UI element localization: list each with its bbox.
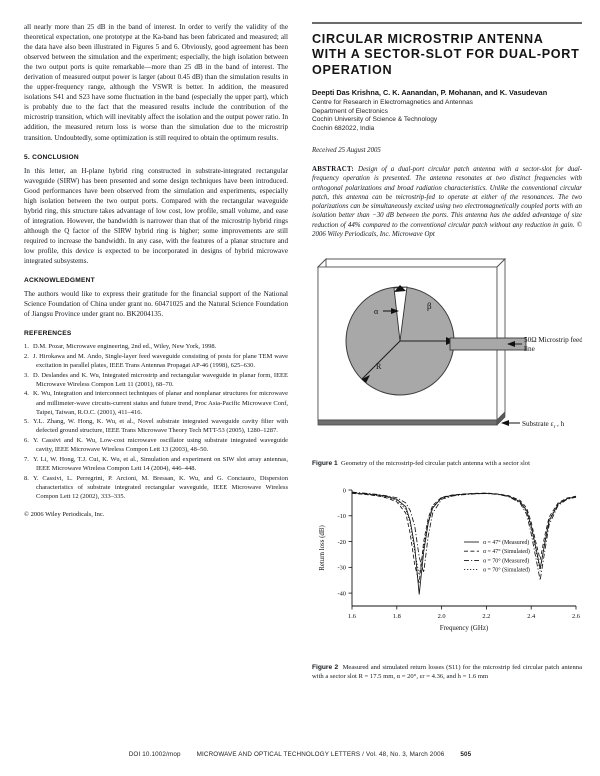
reference-item xyxy=(24,455,288,473)
substrate-thickness xyxy=(318,420,497,425)
x-tick-label: 1.6 xyxy=(348,613,356,621)
y-tick-label: -10 xyxy=(337,513,346,521)
affiliation-line: Department of Electronics xyxy=(312,107,388,115)
x-tick-label: 2.6 xyxy=(572,613,580,621)
substrate-top-edge xyxy=(318,259,505,267)
page-footer xyxy=(0,751,600,758)
beta-label: β xyxy=(427,301,432,312)
affiliation-block xyxy=(312,99,582,134)
conclusion-paragraph: In this letter, an H-plane hybrid ring constructed in substrate-integrated rectangular waveguide (SIRW) has been presented and some design techniques have been introduced. Good performances have been observed from the simulation and experiments, especially high isolation between the two output ports. Compared with the rectangular waveguide hybrid ring, this structure takes advantage of low cost, low profile, small volume, and ease of integration. However, the bandwidth is narrower than that of the microstrip hybrid rings although the Q factor of the SIRW hybrid ring is higher; some improvements are still required to increase the bandwidth. In any case, with the features of a planar structure and low profile, this device is expected to be incorporated in designs of hybrid microwave integrated subsystems. xyxy=(24,166,288,265)
y-tick-label: 0 xyxy=(342,487,346,495)
legend-label-0: α = 47° (Measured) xyxy=(483,540,530,547)
reference-text: K. Wu, Integration and interconnect techniques of planar and nonplanar structures for microwave and millimeter-wave circuits-current status and future trend, Proc Asia-Pacific Microwave Conf, Taipei, Taiwan, R.O.C. (2001), 411–416. xyxy=(33,390,288,416)
figure-1-graphic xyxy=(312,253,582,448)
left-copyright: © 2006 Wiley Periodicals, Inc. xyxy=(24,510,105,518)
figure-1-label: Figure 1 xyxy=(312,460,338,468)
affiliation-line: Cochin 682022, India xyxy=(312,125,375,133)
abstract xyxy=(312,165,582,239)
reference-number: 7. xyxy=(24,455,29,463)
abstract-label: ABSTRACT: xyxy=(312,166,355,173)
reference-item xyxy=(24,371,288,389)
legend-label-2: α = 70° (Measured) xyxy=(483,558,530,565)
header-rule xyxy=(312,22,582,24)
conclusion-heading: 5. CONCLUSION xyxy=(24,153,79,161)
abstract-text: Design of a dual-port circular patch antenna with a sector-slot for dual-frequency operation is presented. The antenna resonates at two distinct frequencies with orthogonal polarizations and broad radiation characteristics. Unlike the conventional circular patch, this antenna can be microstrip-fed to operate at either of the resonances. The two polarizations can be simultaneously excited using two electromagnetically coupled ports with an isolation better than −30 dB between the ports. This antenna has the added advantage of size reduction of 44% compared to the conventional circular patch without any reduction in gain. © 2006 Wiley Periodicals, Inc. Microwave Opt xyxy=(312,166,582,239)
figure-2-chart xyxy=(312,482,582,652)
y-tick-label: -20 xyxy=(337,539,346,547)
legend-label-3: α = 70° (Simulated) xyxy=(483,567,530,574)
feed-line-label-1: 50Ω Microstrip feed xyxy=(524,336,582,345)
author-list: Deepti Das Krishna, C. K. Aanandan, P. Mohanan, and K. Vasudevan xyxy=(312,88,548,98)
x-tick-label: 2.4 xyxy=(527,613,536,621)
reference-number: 8. xyxy=(24,474,29,482)
legend-label-1: α = 47° (Simulated) xyxy=(483,549,530,556)
page-number: 505 xyxy=(460,751,472,758)
left-column xyxy=(24,22,288,519)
figure-1 xyxy=(312,253,582,468)
figure-1-caption-text: Geometry of the microstrip-fed circular patch antenna with a sector slot xyxy=(340,460,530,468)
reference-text: Y. Cassivi, L. Perregrini, P. Arcioni, M. Bressan, K. Wu, and G. Conciauro, Dispersion characteristics of substrate integrated rectangular waveguide, IEEE Microwave Wireless Compon Lett 12 (2002), 333–335. xyxy=(33,474,288,500)
reference-text: D.M. Pozar, Microwave engineering, 2nd ed., Wiley, New York, 1998. xyxy=(33,343,217,351)
figure-1-caption xyxy=(312,459,582,468)
radius-label: R xyxy=(376,362,382,372)
alpha-label: α xyxy=(374,307,379,317)
reference-item xyxy=(24,342,288,351)
reference-number: 1. xyxy=(24,343,29,351)
reference-item xyxy=(24,474,288,501)
substrate-label: Substrate $\varepsilon_r$ , h xyxy=(522,420,565,431)
journal-title: MICROWAVE AND OPTICAL TECHNOLOGY LETTERS / Vol. 48, No. 3, March 2006 xyxy=(196,751,445,758)
chart-series-2 xyxy=(352,492,576,580)
acknowledgment-heading: ACKNOWLEDGMENT xyxy=(24,277,95,285)
reference-number: 3. xyxy=(24,371,29,379)
y-tick-label: -30 xyxy=(337,565,346,573)
page-title: CIRCULAR MICROSTRIP ANTENNA WITH A SECTOR-SLOT FOR DUAL-PORT OPERATION xyxy=(312,32,580,77)
reference-text: Y. Li, W. Hong, T.J. Cui, K. Wu, et al., Simulation and experiment on SIW slot array antennas, IEEE Microwave Wireless Compon Lett 14 (2004), 446–448. xyxy=(33,455,288,472)
reference-number: 2. xyxy=(24,352,29,360)
figure-2-caption xyxy=(312,663,582,681)
reference-text: Y. Cassivi and K. Wu, Low-cost microwave oscillator using substrate integrated waveguide cavity, IEEE Microwave Wireless Compon Lett 13 (2003), 48–50. xyxy=(33,437,288,454)
x-tick-label: 2.2 xyxy=(482,613,491,621)
reference-item xyxy=(24,436,288,454)
continued-paragraph: all nearly more than 25 dB in the band of interest. In order to verify the validity of the theoretical expectation, one prototype at the Ka-band has been fabricated and measured; all the data have also been illustrated in Figures 5 and 6. Obviously, good agreement has been observed between the simulation and the experiment; especially, the high isolation between the two output ports is quite remarkable—more than 25 dB in the band of interest. The derivation of measured output power is larger (about 0.45 dB) than the simulation results in the upper-frequency range, although the VSWR is better. In addition, the measured isolations S41 and S23 have some fluctuation in the band (especially the upper part), which is probably due to the fact that the measured results include the contribution of the microstrip transition, which will inevitably affect the isolation and the output power ratio. In addition, the measured return loss is worse than the simulation due to the microstrip transition. Undoubtedly, some optimization is still required to obtain the optimum results. xyxy=(24,23,288,142)
figure-2-caption-text: Measured and simulated return losses (S11) for the microstrip fed circular patch antenna with a sector slot R = 17.5 mm, α = 20°, εr = 4.36, and h = 1.6 mm xyxy=(312,664,582,681)
chart-series-0 xyxy=(352,493,576,595)
reference-text: J. Hirokawa and M. Ando, Single-layer feed waveguide consisting of posts for plane TEM wave excitation in parallel plates, IEEE Trans Antennas Propagat AP-46 (1998), 625–630. xyxy=(33,352,288,369)
received-date: Received 25 August 2005 xyxy=(312,147,381,154)
y-axis-label: Return loss (dB) xyxy=(319,525,326,572)
reference-text: D. Deslandes and K. Wu, Integrated microstrip and rectangular waveguide in planar form, IEEE Microwave Wireless Compon Lett 11 (2001), 68–70. xyxy=(33,371,288,388)
x-axis-label: Frequency (GHz) xyxy=(439,625,489,633)
substrate-callout-arrowhead xyxy=(501,420,509,426)
acknowledgment-paragraph: The authors would like to express their gratitude for the financial support of the National Science Foundation of China under grant no. 60471025 and the Natural Science Foundation of Jiangsu Province under grant no. BK2004135. xyxy=(24,290,288,319)
reference-number: 6. xyxy=(24,437,29,445)
figure-2 xyxy=(312,482,582,681)
affiliation-line: Cochin University of Science & Technology xyxy=(312,116,438,124)
feed-line-label-2: line xyxy=(524,345,535,354)
reference-text: Y.L. Zhang, W. Hong, K. Wu, et al., Novel substrate integrated waveguide cavity filter with defected ground structure, IEEE Trans Microwave Theory Tech MTT-53 (2005), 1280–1287. xyxy=(33,418,288,435)
affiliation-line: Centre for Research in Electromagnetics and Antennas xyxy=(312,98,473,106)
doi-text: DOI 10.1002/mop xyxy=(128,751,181,758)
references-heading: REFERENCES xyxy=(24,330,72,338)
y-tick-label: -40 xyxy=(337,590,346,598)
chart-series-3 xyxy=(352,493,576,575)
reference-list xyxy=(24,342,288,501)
figure-2-label: Figure 2 xyxy=(312,664,339,672)
reference-item xyxy=(24,352,288,370)
reference-number: 5. xyxy=(24,418,29,426)
reference-item xyxy=(24,389,288,416)
right-column xyxy=(312,22,582,681)
x-tick-label: 2.0 xyxy=(437,613,446,621)
x-tick-label: 1.8 xyxy=(392,613,401,621)
reference-item xyxy=(24,417,288,435)
reference-number: 4. xyxy=(24,390,29,398)
